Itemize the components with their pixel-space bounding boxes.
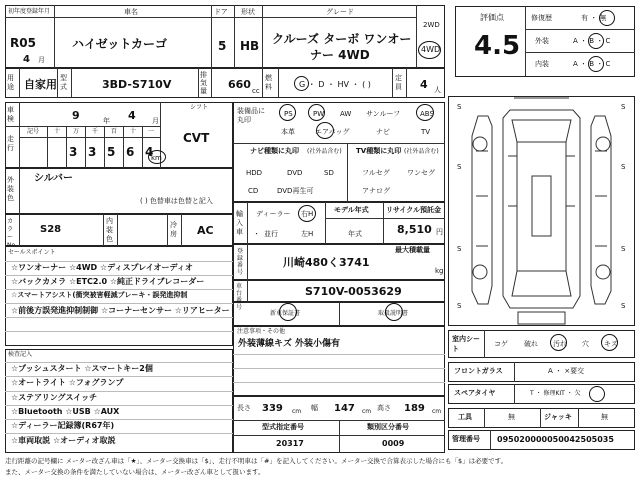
tv-fullseg: フルセグ — [362, 169, 390, 177]
mileage-sub-1: 十 — [54, 128, 61, 135]
fuel-circle-mark — [294, 76, 309, 91]
mileage-sub-3: 千 — [92, 128, 99, 135]
navi-cd: CD — [248, 187, 259, 195]
exterior-circle-mark — [588, 33, 604, 49]
spare-tire-circle — [589, 386, 605, 402]
mileage-digit: 3 — [88, 145, 97, 159]
car-name-label: 車名 — [124, 8, 138, 16]
manual-label: 取扱説明書 — [378, 310, 409, 317]
footer-line-1: 走行距離の記号欄に メーター改ざん車は「★」、メーター交換車は「$」、走行不明車は「#」を記入してください。メーター交換で合算表示した場合にも「$」は必要です。 — [5, 457, 508, 465]
recycle-value: 8,510 — [397, 223, 432, 236]
persons-unit: 人 — [434, 86, 441, 94]
warranty-circle-mark — [279, 303, 297, 321]
ac-label: 冷房 — [170, 221, 177, 238]
height-label: 高さ — [377, 404, 391, 412]
length-label: 長さ — [237, 404, 251, 412]
inspector-note-line: ☆車両取説 ☆オーディオ取説 — [11, 436, 116, 445]
seat-stain-circle — [550, 334, 567, 351]
front-glass-label: フロントガラス — [454, 367, 503, 375]
shape-label: 形状 — [241, 8, 255, 16]
seat-scratch-circle — [601, 334, 618, 351]
mileage-label: 走行 — [7, 135, 14, 152]
control-no-value: 095020000050042505035 — [497, 435, 614, 444]
model-year-unit: 年式 — [348, 230, 362, 238]
first-reg-year: R05 — [10, 36, 36, 50]
diagram-mark: S — [457, 103, 462, 111]
diagram-mark: S — [621, 245, 626, 253]
fuel-options: G ・ D ・ HV ・ ( ) — [299, 80, 371, 89]
sales-point-line: ☆ワンオーナー ☆4WD ☆ディスプレイオーディオ — [11, 263, 193, 272]
car-name: ハイゼットカーゴ — [72, 37, 168, 51]
mileage-digit: 5 — [107, 145, 116, 159]
repair-circle-mark — [599, 10, 615, 26]
sales-point-line: ☆バックカメラ ☆ETC2.0 ☆純正ドライブレコーダー — [11, 277, 205, 286]
notes-label: 注意事項・その他 — [237, 328, 286, 335]
class-no-value: 0009 — [382, 439, 405, 448]
ac-value: AC — [197, 224, 214, 237]
handle-left: 左H — [301, 230, 314, 238]
equipment-aw: AW — [340, 110, 352, 118]
capacity-label: 定員 — [395, 74, 402, 91]
left-side-outline — [472, 116, 492, 304]
grade-line2: ナー 4WD — [310, 48, 370, 62]
displacement-value: 660 — [228, 78, 251, 91]
new-car-warranty: 新車保証書 — [270, 310, 301, 317]
spare-tire-options: T ・ 修理KIT ・ 欠 — [530, 390, 581, 397]
type-no-label: 型式指定番号 — [262, 423, 304, 431]
front-glass-options: A ・ ×要交 — [548, 367, 585, 375]
color-value: シルバー — [34, 173, 74, 184]
mileage-unit-circle — [148, 150, 166, 164]
equipment-label: 装備品に丸印 — [237, 107, 265, 124]
model-value: 3BD-S710V — [102, 78, 172, 91]
mileage-unit: km — [151, 154, 162, 162]
exterior-options: A ・ B ・ C — [573, 37, 611, 45]
inspection-year-unit: 年 — [103, 117, 110, 125]
equipment-sunroof: サンルーフ — [366, 110, 401, 118]
height-unit: cm — [432, 408, 442, 415]
navi-hdd: HDD — [246, 169, 263, 177]
grade-line1: クルーズ ターボ ワンオー — [272, 32, 412, 46]
tools-label: 工具 — [458, 413, 472, 421]
type-no-value: 20317 — [276, 439, 304, 448]
diagram-mark: S — [457, 245, 462, 253]
width-unit: cm — [362, 408, 372, 415]
rating-score: 4.5 — [474, 31, 521, 61]
notes-value: 外装薄線キズ 外装小傷有 — [238, 339, 340, 349]
seat-opt-tear: 破れ — [524, 340, 538, 348]
jack-value: 無 — [601, 413, 608, 421]
equipment-leather: 本革 — [281, 128, 295, 136]
tv-analog: アナログ — [362, 187, 390, 195]
equipment-tv: TV — [421, 128, 431, 136]
capacity-value: 4 — [420, 78, 428, 91]
cc-unit: cc — [252, 87, 260, 95]
recycle-yen: 円 — [436, 228, 443, 236]
rating-label: 評価点 — [480, 13, 504, 22]
inspector-note-line: ☆ディーラー記録簿(R67年) — [11, 421, 115, 430]
inspection-label: 車検 — [7, 106, 14, 123]
seat-opt-stain: 汚れ — [553, 340, 567, 348]
mileage-digit: 6 — [126, 145, 135, 159]
seat-opt-scratch: キズ — [604, 340, 618, 348]
model-year-label: モデル年式 — [334, 206, 369, 214]
tools-value: 無 — [508, 413, 515, 421]
navi-dvd-play: DVD再生可 — [277, 187, 314, 195]
import-label: 輸入車 — [236, 210, 243, 236]
equipment-airbag: エアバッグ — [315, 128, 350, 136]
mileage-sub-6: 一 — [148, 128, 155, 135]
repair-label: 修復歴 — [531, 14, 552, 22]
diagram-mark: S — [621, 302, 626, 310]
mileage-sub-0: 記号 — [27, 128, 40, 135]
chassis-value: S710V-0053629 — [305, 285, 402, 298]
displacement-label: 排気量 — [200, 71, 207, 95]
sales-point-line: ☆前後方誤発進抑制制御 ☆コーナーセンサー ☆リアヒーター — [11, 306, 230, 315]
mileage-sub-4: 百 — [111, 128, 118, 135]
first-reg-month: 4 — [23, 54, 30, 65]
interior-color-label: 内装色 — [106, 217, 113, 243]
handle-right: 右H — [301, 210, 314, 218]
footer-line-2: また、メーター交換の条件を満たしていない場合は、メーター改ざん車として扱います。 — [5, 468, 265, 476]
abs-circle-mark — [416, 104, 434, 121]
pw-circle-mark — [308, 104, 325, 121]
length-value: 339 — [262, 403, 283, 414]
color-label: 外装色 — [7, 176, 14, 202]
repair-options: 有 ・ 無 — [581, 14, 607, 22]
car-diagram — [448, 96, 635, 326]
chassis-label: 車台番号 — [236, 283, 243, 311]
mileage-digit: 3 — [69, 145, 78, 159]
exterior-label: 外装 — [535, 37, 549, 45]
interior-options: A ・ B ・ C — [573, 60, 611, 68]
inspection-month: 4 — [128, 109, 136, 122]
doors-label: ドア — [214, 8, 228, 16]
spare-tire-label: スペアタイヤ — [454, 389, 496, 397]
mileage-sub-5: 十 — [130, 128, 137, 135]
equipment-navi: ナビ — [376, 128, 390, 136]
interior-circle-mark — [588, 56, 604, 72]
width-value: 147 — [334, 403, 355, 414]
seat-opt-koge: コゲ — [494, 340, 508, 348]
equipment-abs: ABS — [420, 110, 434, 118]
color-note: ( ) 色替車は色替と記入 — [140, 197, 213, 205]
drive-4wd: 4WD — [421, 45, 441, 54]
inspector-notes-label: 検査記入 — [8, 351, 33, 358]
top-view-outline — [503, 110, 580, 308]
drive-label: 2WD — [423, 21, 440, 29]
airbag-circle-mark — [316, 122, 334, 139]
import-dot: ・ — [253, 230, 260, 238]
shift-label: シフト — [190, 104, 209, 111]
navi-dvd: DVD — [287, 169, 303, 177]
grade-label: グレード — [326, 8, 354, 16]
ps-circle-mark — [279, 104, 296, 121]
equipment-pw: PW — [313, 110, 325, 118]
shift-value: CVT — [183, 131, 210, 145]
width-label: 幅 — [311, 404, 318, 412]
mileage-digit: 4 — [145, 145, 154, 159]
sales-point-line: ☆スマートアシスト(衝突被害軽減ブレーキ・誤発進抑制 — [11, 291, 188, 299]
tv-note: (社外品含む) — [404, 148, 439, 155]
import-dealer: ディーラー — [256, 210, 291, 218]
right-side-outline — [591, 116, 611, 304]
diagram-mark: S — [621, 103, 626, 111]
color-code-label: カラー No. — [7, 218, 17, 249]
notes-block — [233, 326, 445, 396]
inspection-year: 9 — [72, 109, 80, 122]
inspector-note-line: ☆プッシュスタート ☆スマートキー2個 — [11, 364, 153, 373]
mileage-sub-2: 万 — [73, 128, 80, 135]
navi-title: ナビ種類に丸印 — [250, 147, 299, 155]
interior-seat-label: 室内シート — [452, 335, 480, 353]
tv-oneseg: ワンセグ — [407, 169, 435, 177]
diagram-mark: S — [621, 163, 626, 171]
seat-opt-hole: 穴 — [582, 340, 589, 348]
interior-label: 内装 — [535, 60, 549, 68]
inspector-note-line: ☆Bluetooth ☆USB ☆AUX — [11, 407, 120, 416]
control-no-label: 管理番号 — [452, 435, 480, 443]
color-code-value: S28 — [40, 224, 62, 235]
handle-right-circle — [298, 205, 316, 222]
import-parallel: 並行 — [264, 230, 278, 238]
inspector-note-line: ☆オートライト ☆フォグランプ — [11, 378, 124, 387]
tv-title: TV種類に丸印 — [356, 147, 402, 155]
model-label: 型式 — [60, 74, 67, 91]
manual-circle-mark — [385, 303, 403, 321]
max-load-label: 最大積載量 — [395, 246, 430, 254]
diagram-mark: S — [457, 302, 462, 310]
inspection-month-unit: 月 — [152, 117, 159, 125]
registration-label: 登録番号 — [237, 248, 244, 276]
sales-points-label: セールスポイント — [8, 249, 56, 256]
fuel-label: 燃料 — [265, 74, 272, 91]
first-reg-label: 初年度登録年月 — [8, 8, 51, 15]
navi-note: (社外品含む) — [307, 148, 342, 155]
diagram-mark: S — [457, 163, 462, 171]
registration-value: 川崎480く3741 — [283, 256, 370, 269]
month-unit: 月 — [38, 56, 45, 64]
class-no-label: 類別区分番号 — [367, 423, 409, 431]
recycle-label: リサイクル預託金 — [386, 206, 442, 214]
inspector-note-line: ☆ステアリングスイッチ — [11, 393, 98, 402]
jack-label: ジャッキ — [544, 413, 572, 421]
shape-value: HB — [240, 39, 260, 53]
navi-sd: SD — [324, 169, 334, 177]
equipment-ps: PS — [284, 110, 293, 118]
drive-circle-mark — [418, 41, 441, 59]
length-unit: cm — [292, 408, 302, 415]
usage-value: 自家用 — [24, 78, 57, 91]
usage-label: 用途 — [7, 74, 14, 91]
max-load-kg: kg — [435, 267, 444, 275]
height-value: 189 — [404, 403, 425, 414]
doors-value: 5 — [218, 39, 227, 53]
